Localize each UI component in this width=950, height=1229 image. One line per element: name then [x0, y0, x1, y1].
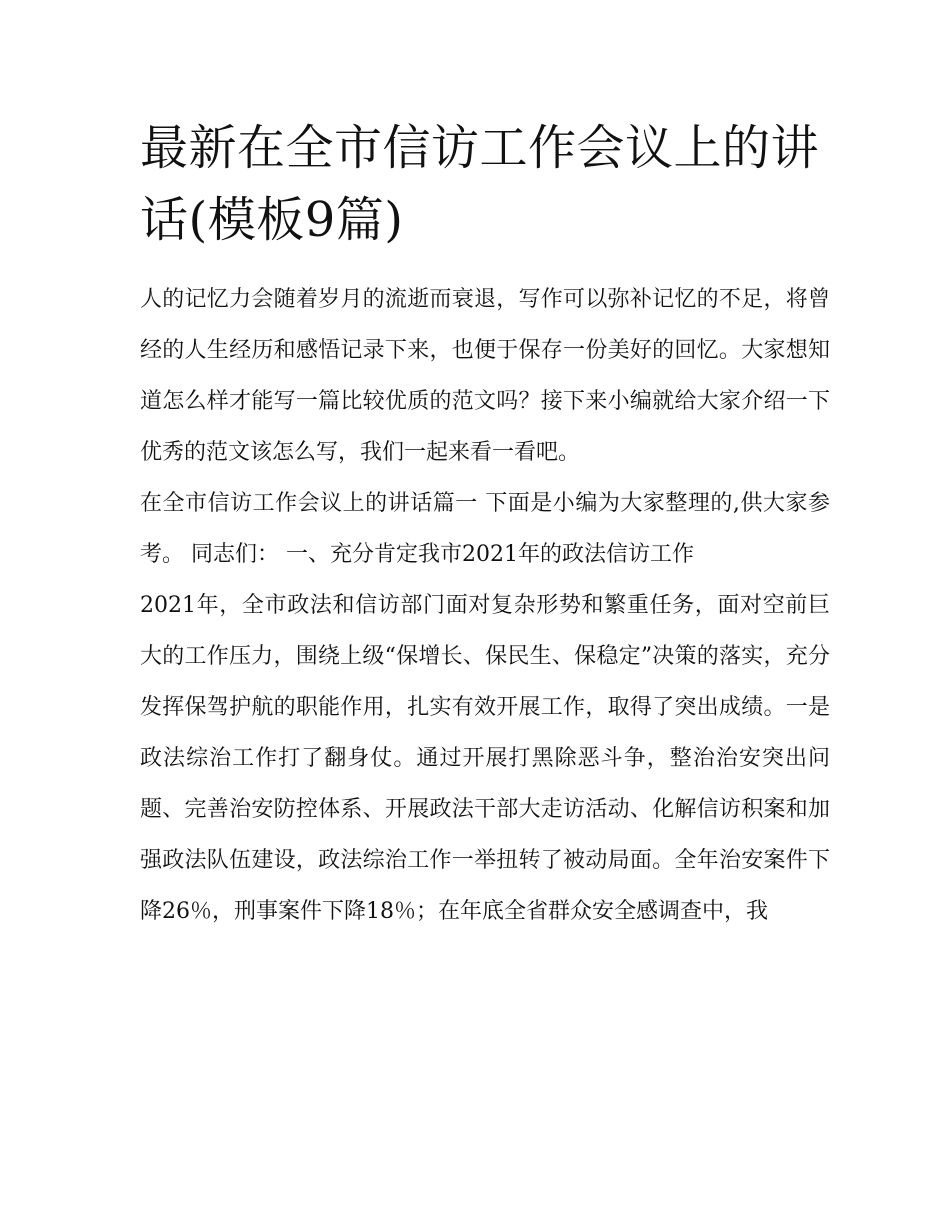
document-body	[140, 274, 830, 937]
document-title: 最新在全市信访工作会议上的讲话(模板9篇)	[140, 120, 820, 248]
intro-paragraph: 人的记忆力会随着岁月的流逝而衰退，写作可以弥补记忆的不足，将曾经的人生经历和感悟记录下来，也便于保存一份美好的回忆。大家想知道怎么样才能写一篇比较优质的范文吗？接下来小编就给大家介绍一下优秀的范文该怎么写，我们一起来看一看吧。	[140, 287, 830, 465]
work-review-paragraph: 2021年，全市政法和信访部门面对复杂形势和繁重任务，面对空前巨大的工作压力，围绕上级“保增长、保民生、保稳定”决策的落实，充分发挥保驾护航的职能作用，扎实有效开展工作，取得了突出成绩。一是政法综治工作打了翻身仗。通过开展打黑除恶斗争，整治治安突出问题、完善治安防控体系、开展政法干部大走访活动、化解信访积案和加强政法队伍建设，政法综治工作一举扭转了被动局面。全年治安案件下降26％，刑事案件下降18％；在年底全省群众安全感调查中，我	[140, 593, 830, 924]
section-one-paragraph: 在全市信访工作会议上的讲话篇一 下面是小编为大家整理的,供大家参考。 同志们： 一、充分肯定我市2021年的政法信访工作	[140, 491, 830, 567]
